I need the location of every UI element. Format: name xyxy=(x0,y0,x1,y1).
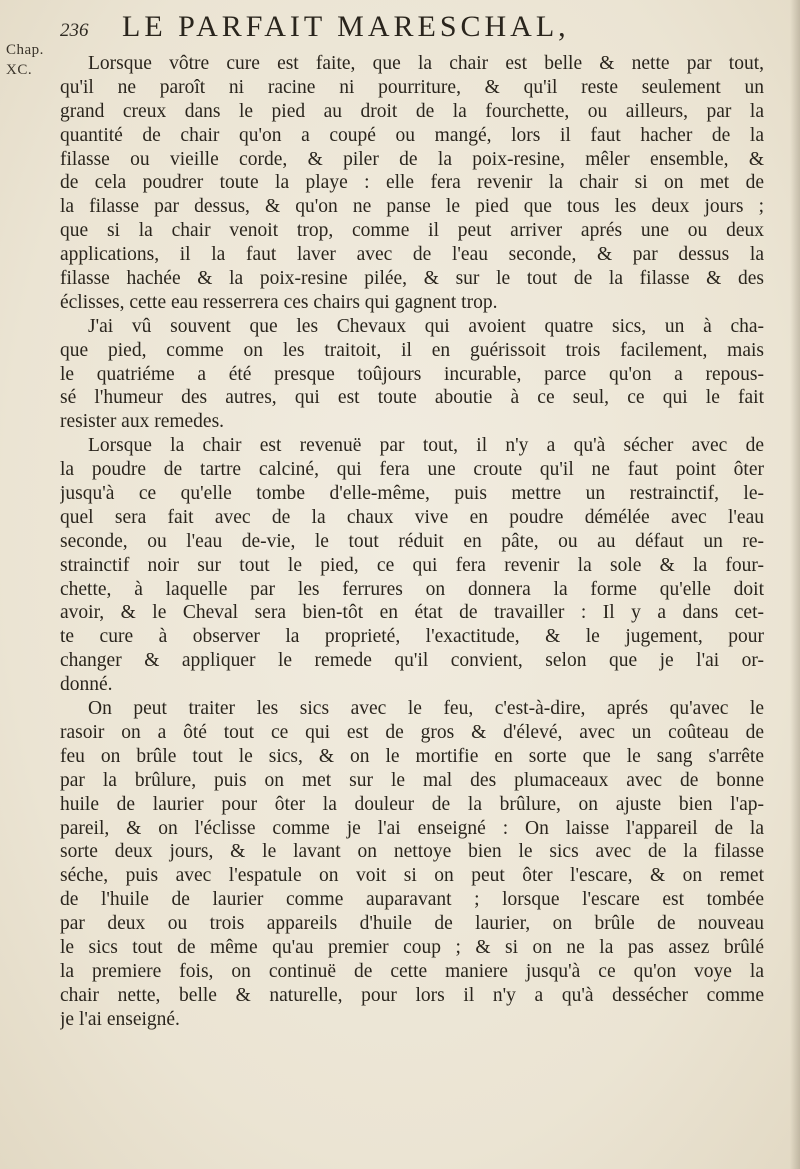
text-line: feu on brûle tout le sics, & on le mortifie en sorte que le sang s'arrête xyxy=(60,745,764,767)
page-number: 236 xyxy=(60,20,89,41)
text-line: qu'il ne paroît ni racine ni pourriture, & qu'il reste seulement un xyxy=(60,76,764,98)
text-line: strainctif noir sur tout le pied, ce qui fera revenir la sole & la four- xyxy=(60,554,764,576)
text-line: le sics tout de même qu'au premier coup ; & si on ne la pas assez brûlé xyxy=(60,936,764,958)
paragraph xyxy=(60,315,764,434)
text-line: de cela poudrer toute la playe : elle fera revenir la chair si on met de xyxy=(60,172,764,194)
text-line: grand creux dans le pied au droit de la fourchette, ou ailleurs, par la xyxy=(60,100,764,122)
text-line: Lorsque la chair est revenuë par tout, il n'y a qu'à sécher avec de xyxy=(88,435,764,457)
running-title: LE PARFAIT MARESCHAL, xyxy=(122,10,570,43)
page-edge-shadow xyxy=(790,0,800,1169)
text-line: quantité de chair qu'on a coupé ou mangé, lors il faut hacher de la xyxy=(60,124,764,146)
text-line: On peut traiter les sics avec le feu, c'est-à-dire, aprés qu'avec le xyxy=(88,698,764,720)
text-line: applications, il la faut laver avec de l'eau seconde, & par dessus la xyxy=(60,244,764,266)
text-line: chair nette, belle & naturelle, pour lors il n'y a qu'à dessécher comme xyxy=(60,984,764,1006)
text-line: que pied, comme on les traitoit, il en guérissoit trois facilement, mais xyxy=(60,339,764,361)
text-line: sé l'humeur des autres, qui est toute aboutie à ce seul, ce qui le fait xyxy=(60,387,764,409)
text-line: J'ai vû souvent que les Chevaux qui avoient quatre sics, un à cha- xyxy=(88,315,764,337)
text-line: je l'ai enseigné. xyxy=(60,1008,180,1030)
text-line: séche, puis avec l'espatule on voit si on peut ôter l'escare, & on remet xyxy=(60,865,764,887)
margin-note-line: Chap. xyxy=(6,42,44,58)
text-line: sorte deux jours, & le lavant on nettoye bien le sics avec de la filasse xyxy=(60,841,764,863)
text-line: pareil, & on l'éclisse comme je l'ai enseigné : On laisse l'appareil de la xyxy=(60,817,764,839)
text-line: que si la chair venoit trop, comme il peut arriver aprés une ou deux xyxy=(60,220,764,242)
text-line: chette, à laquelle par les ferrures on donnera la forme qu'elle doit xyxy=(60,578,764,600)
text-line: quel sera fait avec de la chaux vive en poudre démélée avec l'eau xyxy=(60,506,764,528)
text-line: de l'huile de laurier comme auparavant ; lorsque l'escare est tombée xyxy=(60,889,764,911)
text-line: te cure à observer la proprieté, l'exactitude, & le jugement, pour xyxy=(60,626,764,648)
paragraph xyxy=(60,697,764,1031)
text-line: Lorsque vôtre cure est faite, que la chair est belle & nette par tout, xyxy=(88,53,764,74)
body-text xyxy=(60,52,764,1032)
paragraph xyxy=(60,52,764,315)
text-line: avoir, & le Cheval sera bien-tôt en état de travailler : Il y a dans cet- xyxy=(60,602,764,624)
text-line: éclisses, cette eau resserrera ces chairs qui gagnent trop. xyxy=(60,291,498,313)
text-line: par deux ou trois appareils d'huile de laurier, on brûle de nouveau xyxy=(60,913,764,935)
text-line: la poudre de tartre calciné, qui fera une croute qu'il ne faut point ôter xyxy=(60,459,764,481)
page-header xyxy=(60,10,760,50)
margin-note-line: XC. xyxy=(6,62,33,78)
text-line: donné. xyxy=(60,674,113,696)
text-line: la filasse par dessus, & qu'on ne panse le pied que tous les deux jours ; xyxy=(60,196,764,218)
text-line: filasse hachée & la poix-resine pilée, & sur le tout de la filasse & des xyxy=(60,268,764,290)
text-line: filasse ou vieille corde, & piler de la poix-resine, mêler ensemble, & xyxy=(60,148,764,170)
text-line: resister aux remedes. xyxy=(60,411,225,433)
paragraph xyxy=(60,434,764,697)
text-line: le quatriéme a été presque toûjours incurable, parce qu'on a repous- xyxy=(60,363,764,385)
text-line: changer & appliquer le remede qu'il convient, selon que je l'ai or- xyxy=(60,650,764,672)
margin-chapter-note xyxy=(6,40,50,80)
text-line: huile de laurier pour ôter la douleur de la brûlure, on ajuste bien l'ap- xyxy=(60,793,764,815)
text-line: par la brûlure, puis on met sur le mal des plumaceaux avec de bonne xyxy=(60,769,764,791)
text-line: la premiere fois, on continuë de cette maniere jusqu'à ce qu'on voye la xyxy=(60,960,764,982)
text-line: seconde, ou l'eau de-vie, le tout réduit en pâte, ou au défaut un re- xyxy=(60,530,764,552)
text-line: rasoir on a ôté tout ce qui est de gros & d'élevé, avec un coûteau de xyxy=(60,721,764,743)
text-line: jusqu'à ce qu'elle tombe d'elle-même, puis mettre un restrainctif, le- xyxy=(60,483,764,505)
